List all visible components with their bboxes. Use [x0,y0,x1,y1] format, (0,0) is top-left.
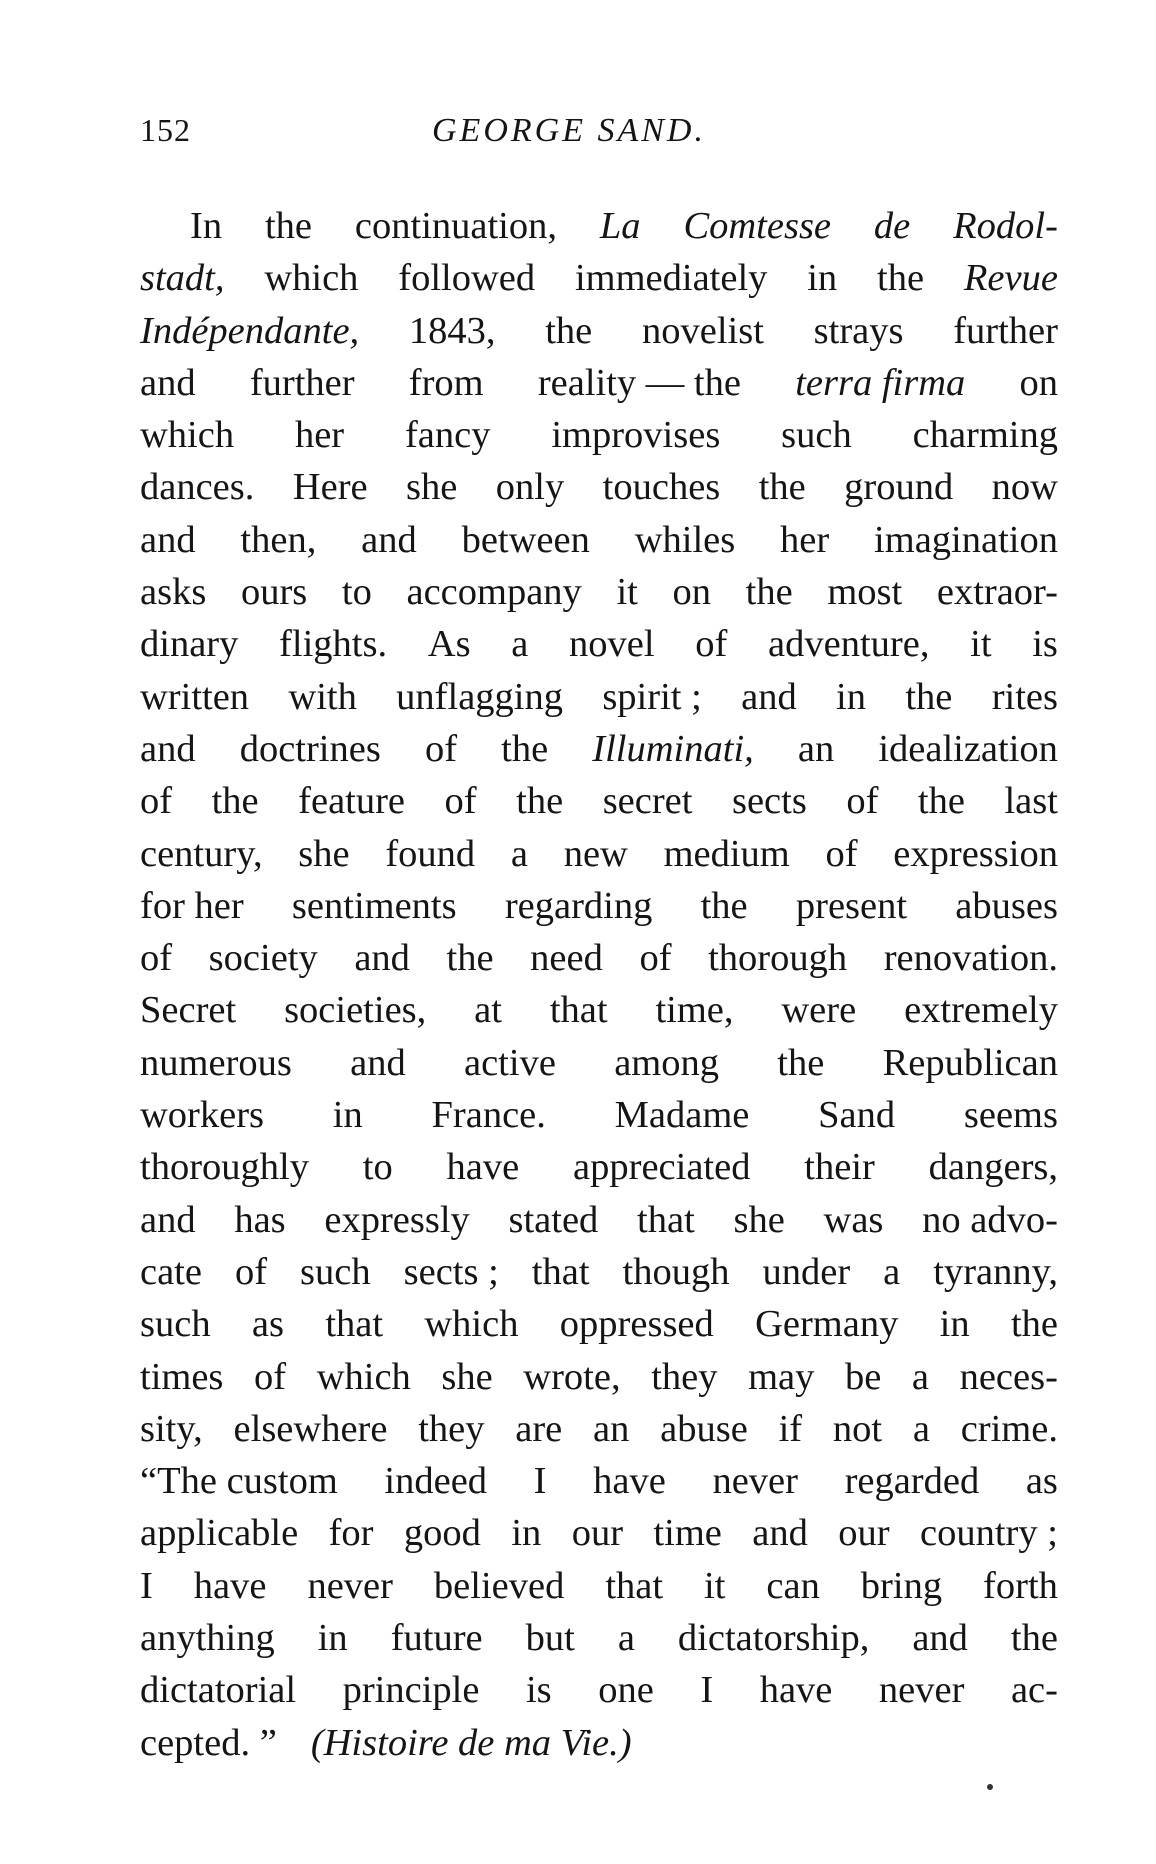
citation: (Histoire de ma Vie.) [310,1721,632,1764]
text-line: written with unflagging spirit ; and in the rites [140,675,1058,718]
text-line: asks ours to accompany it on the most extraor- [140,571,1058,614]
text-line: such as that which oppressed Germany in the [140,1303,1058,1346]
body-text [140,200,1058,1769]
running-title: GEORGE SAND. [432,112,706,149]
text-line: thoroughly to have appreciated their dangers, [140,1146,1058,1189]
text-line: cepted. ” (Histoire de ma Vie.) [140,1717,1058,1769]
text-line: anything in future but a dictatorship, and the [140,1617,1058,1660]
text-line: stadt, which followed immediately in the Revue [140,257,1058,300]
text-line: Indépendante, 1843, the novelist strays further [140,309,1058,352]
text-line: applicable for good in our time and our country ; [140,1512,1058,1555]
text-line: century, she found a new medium of expression [140,832,1058,875]
text-line: In the continuation, La Comtesse de Rodol- [190,205,1058,247]
text-line: “The custom indeed I have never regarded as [140,1460,1058,1503]
text-line: of society and the need of thorough renovation. [140,937,1058,980]
text-line: times of which she wrote, they may be a neces- [140,1355,1058,1398]
text-line: dances. Here she only touches the ground now [140,466,1058,509]
text-line: cate of such sects ; that though under a tyranny, [140,1250,1058,1293]
text-line: and has expressly stated that she was no advo- [140,1198,1058,1241]
text-line: which her fancy improvises such charming [140,414,1058,457]
text-line: of the feature of the secret sects of the last [140,780,1058,823]
text-line: and then, and between whiles her imagination [140,518,1058,561]
text-line: I have never believed that it can bring forth [140,1564,1058,1607]
text-line: sity, elsewhere they are an abuse if not a crime. [140,1407,1058,1450]
text-line: and further from reality — the terra firma on [140,361,1058,404]
text-line: for her sentiments regarding the present abuses [140,884,1058,927]
page-number: 152 [140,112,191,148]
text-line: numerous and active among the Republican [140,1041,1058,1084]
text-line: workers in France. Madame Sand seems [140,1094,1058,1137]
running-head [140,112,1040,162]
text-line: Secret societies, at that time, were extremely [140,989,1058,1032]
text-line: dinary flights. As a novel of adventure, it is [140,623,1058,666]
text-line: dictatorial principle is one I have never ac- [140,1669,1058,1712]
print-mark [987,1784,993,1790]
text-line: and doctrines of the Illuminati, an idealization [140,727,1058,770]
